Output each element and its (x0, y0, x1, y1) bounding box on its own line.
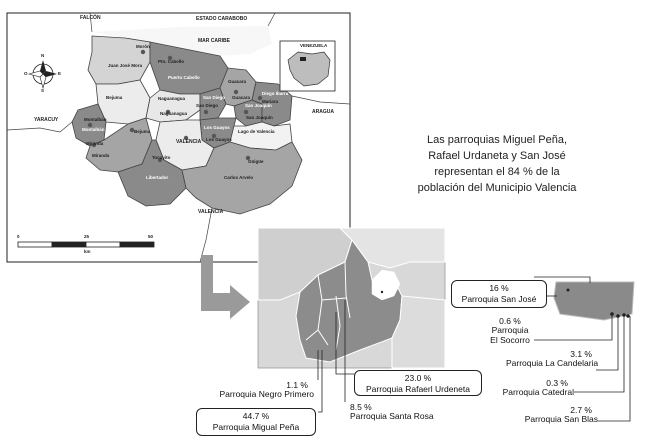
label-falcon: FALCÓN (80, 15, 101, 21)
callout-catedral (484, 379, 574, 398)
label-diego-ibarra: Diego Ibarra (262, 91, 289, 96)
info-line: Las parroquias Miguel Peña, (426, 134, 568, 146)
callout-rafael-urdaneta (354, 370, 482, 396)
label-miranda: Miranda (92, 153, 110, 158)
label-yaracuy: YARACUY (34, 117, 59, 123)
town-guacara: Guacara (232, 95, 251, 100)
info-line: población del Municipio Valencia (417, 181, 577, 194)
parish-name: Parroquia Santa Rosa (350, 411, 434, 422)
parish-value: 1.1 % (286, 380, 308, 390)
town-tocuyito: Tocuyito (152, 155, 171, 160)
label-naguanagua: Naguanagua (158, 96, 186, 101)
label-puerto-cabello: Puerto Cabello (168, 75, 200, 80)
info-statement (392, 133, 602, 197)
compass-e: E (58, 71, 62, 76)
scale-tick-0: 0 (17, 234, 20, 239)
label-san-diego: San Diego (203, 95, 226, 100)
callout-miguel-pena (196, 408, 316, 436)
label-carlos-arvelo: Carlos Arvelo (224, 175, 254, 180)
san-jose-mini-map (554, 282, 634, 320)
label-guacara: Guacara (228, 79, 247, 84)
scale-tick-25: 25 (84, 234, 90, 239)
label-mar-caribe: MAR CARIBE (198, 38, 230, 44)
parish-value: 3.1 % (570, 349, 592, 359)
town-san-joaquin: San Joaquín (246, 115, 273, 120)
parish-name-2: El Socorro (490, 334, 530, 345)
callout-san-blas (506, 406, 598, 425)
label-valencia-south: VALENCIA (198, 209, 224, 215)
callout-la-candelaria (506, 349, 599, 369)
inset-venezuela-label: VENEZUELA (300, 43, 328, 48)
info-line: representan el 84 % de la (434, 165, 560, 178)
label-bejuma: Bejuma (106, 95, 123, 100)
label-san-joaquin: San Joaquín (245, 103, 272, 108)
label-libertador: Libertador (146, 175, 169, 180)
parish-name: Parroquia La Candelaria (506, 358, 599, 369)
town-mariara: Mariara (262, 99, 279, 104)
town-moron: Morón (136, 44, 150, 49)
town-pto-cabello: Pto. Cabello (158, 59, 185, 64)
scale-bar (18, 242, 154, 247)
town-bejuma: Bejuma (134, 129, 151, 134)
parish-value: 23.0 % (404, 373, 432, 383)
label-los-guayos: Los Guayos (204, 125, 230, 130)
parish-value: 2.7 % (570, 405, 592, 415)
scale-tick-50: 50 (148, 234, 154, 239)
parish-name: Parroquia Migual Peña (212, 421, 300, 432)
town-san-diego: San Diego (196, 103, 219, 108)
parish-name: Parroquia San José (461, 293, 537, 304)
label-valencia: VALENCIA (176, 139, 202, 145)
town-miranda: Miranda (86, 141, 104, 146)
venezuela-inset-highlight (300, 57, 306, 61)
town-naguanagua: Naguanagua (160, 111, 188, 116)
callout-el-socorro (480, 317, 540, 345)
scale-unit: km (84, 249, 91, 254)
pointer-arrow-icon (201, 255, 250, 319)
parish-name: Parroquia (491, 325, 529, 336)
label-montalban: Montalbán (82, 127, 105, 132)
parish-name: Parroquia Negro Primero (219, 389, 314, 400)
parish-name: Parroquia Rafaerl Urdeneta (366, 383, 470, 394)
info-line: Rafael Urdaneta y San José (428, 149, 566, 162)
parish-name: Parroquia Catedral (502, 387, 574, 398)
compass-s: S (41, 88, 45, 93)
parish-value: 0.6 % (499, 316, 521, 326)
callout-santa-rosa (350, 403, 434, 422)
callout-san-jose (451, 280, 547, 308)
town-guigue: Güigüe (248, 159, 264, 164)
parish-name: Parroquia San Blas (524, 414, 598, 425)
compass-n: N (41, 53, 45, 58)
parish-value: 16 % (489, 283, 509, 293)
label-estado-carabobo: ESTADO CARABOBO (196, 16, 248, 22)
compass-o: O (24, 71, 28, 76)
town-montalban: Montalbán (84, 117, 107, 122)
parish-value: 44.7 % (242, 411, 270, 421)
callout-negro-primero (198, 381, 314, 400)
label-lago-de-valencia: Lago de Valencia (238, 129, 275, 134)
town-los-guayos: Los Guayos (206, 137, 232, 142)
label-juan-jose-mora: Juan José Mora (108, 63, 143, 68)
parish-value: 0.3 % (546, 378, 568, 388)
parish-value: 8.5 % (350, 402, 372, 412)
label-aragua: ARAGUA (312, 109, 334, 115)
